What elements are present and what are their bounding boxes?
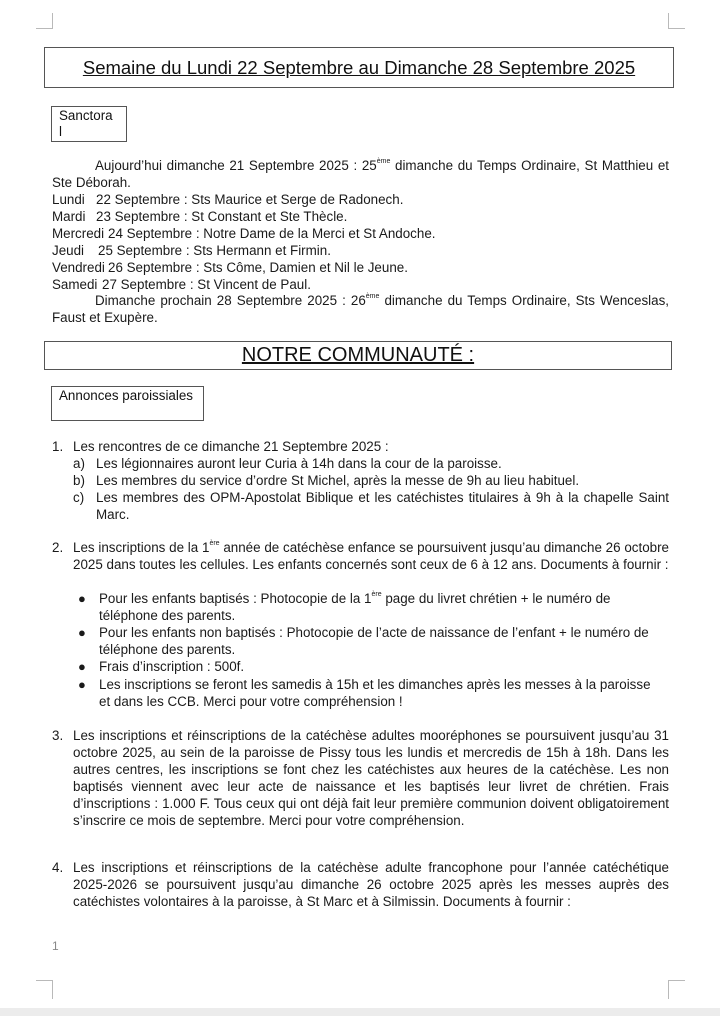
sub-item-text: Les membres des OPM-Apostolat Biblique et les catéchistes titulaires à 9h à la chapelle Saint Marc.: [96, 490, 669, 522]
item-text: Les rencontres de ce dimanche 21 Septembre 2025 :: [73, 439, 389, 454]
bullet-text: Frais d’inscription : 500f.: [99, 659, 245, 674]
sub-item-label: c): [73, 490, 85, 505]
bullet-text: Pour les enfants non baptisés : Photocopie de l’acte de naissance de l’enfant + le numéro de téléphone des parents.: [99, 625, 649, 657]
day-line-mercredi: Mercredi 24 Septembre : Notre Dame de la Merci et St Andoche.: [52, 226, 436, 241]
community-section-box: [44, 341, 672, 370]
page-bottom-gutter: [0, 1008, 720, 1016]
sanctoral-label-box: [51, 106, 127, 142]
page-corner-mark: [36, 13, 53, 29]
day-line-jeudi: Jeudi 25 Septembre : Sts Hermann et Firmin.: [52, 243, 331, 258]
day-line-vendredi: Vendredi 26 Septembre : Sts Côme, Damien et Nil le Jeune.: [52, 260, 408, 275]
item-number: 2.: [52, 540, 64, 555]
sub-item-label: a): [73, 456, 85, 471]
item-number: 3.: [52, 728, 64, 743]
page-corner-mark: [668, 980, 685, 999]
sub-item-text: Les membres du service d’ordre St Michel, après la messe de 9h au lieu habituel.: [96, 473, 580, 488]
bullet-icon: ●: [78, 591, 86, 606]
item-text: Les inscriptions de la 1ère année de catéchèse enfance se poursuivent jusqu’au dimanche 26 octobre 2025 dans toutes les cellules. Les enfants concernés sont ceux de 6 à 12 ans. Documents à fournir :: [73, 540, 669, 572]
sanctoral-label: Sanctora l: [59, 108, 113, 139]
item-number: 1.: [52, 439, 64, 454]
bullet-icon: ●: [78, 659, 86, 674]
sub-item-text: Les légionnaires auront leur Curia à 14h dans la cour de la paroisse.: [96, 456, 502, 471]
week-title: Semaine du Lundi 22 Septembre au Dimanche 28 Septembre 2025: [82, 56, 636, 78]
next-sunday-paragraph: Dimanche prochain 28 Septembre 2025 : 26ème dimanche du Temps Ordinaire, Sts Wenceslas, Faust et Exupère.: [52, 293, 669, 325]
week-title-box: [44, 47, 674, 88]
announcements-label-box: [51, 386, 204, 421]
bullet-icon: ●: [78, 625, 86, 640]
today-paragraph: Aujourd’hui dimanche 21 Septembre 2025 : 25ème dimanche du Temps Ordinaire, St Matthieu et Ste Déborah.: [52, 158, 669, 190]
page-corner-mark: [36, 980, 53, 999]
page-number: 1: [52, 939, 59, 953]
page-corner-mark: [668, 13, 685, 29]
day-line-lundi: Lundi 22 Septembre : Sts Maurice et Serge de Radonech.: [52, 192, 404, 207]
bullet-text: Les inscriptions se feront les samedis à 15h et les dimanches après les messes à la paroisse et dans les CCB. Merci pour votre compréhension !: [99, 677, 651, 709]
sub-item-label: b): [73, 473, 85, 488]
bullet-text: Pour les enfants baptisés : Photocopie de la 1ère page du livret chrétien + le numéro de téléphone des parents.: [99, 591, 611, 623]
bullet-icon: ●: [78, 677, 86, 692]
item-text: Les inscriptions et réinscriptions de la catéchèse adultes mooréphones se poursuivent jusqu’au 31 octobre 2025, au sein de la paroisse de Pissy tous les lundis et mercredis de 15h à 18h. Dans les autres centres, les inscriptions se font chez les catéchistes aux heures de la catéchèse. Les non baptisés viennent avec leur acte de naissance et les baptisés leur livret de chrétien. Frais d’inscriptions : 1.000 F. Tous ceux qui ont déjà fait leur première communion doivent obligatoirement s’inscrire ce mois de septembre. Merci pour votre compréhension.: [73, 728, 669, 828]
day-line-mardi: Mardi 23 Septembre : St Constant et Ste Thècle.: [52, 209, 348, 224]
community-section-title: NOTRE COMMUNAUTÉ :: [241, 344, 475, 366]
item-text: Les inscriptions et réinscriptions de la catéchèse adulte francophone pour l’année catéchétique 2025-2026 se poursuivent jusqu’au dimanche 26 octobre 2025 après les messes auprès des catéchistes volontaires à la paroisse, à St Marc et à Silmissin. Documents à fournir :: [73, 860, 669, 909]
announcements-label: Annonces paroissiales: [59, 388, 193, 403]
day-line-samedi: Samedi 27 Septembre : St Vincent de Paul.: [52, 277, 311, 292]
item-number: 4.: [52, 860, 64, 875]
